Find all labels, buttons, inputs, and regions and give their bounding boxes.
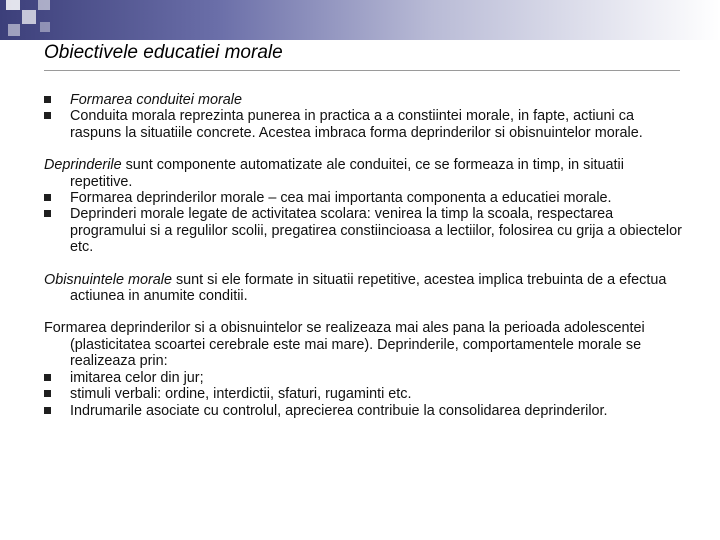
bullet-item xyxy=(44,386,684,402)
paragraph xyxy=(44,157,684,190)
bullet-text: imitarea celor din jur; xyxy=(70,369,204,386)
slide-content xyxy=(44,92,684,419)
bullet-text: Formarea conduitei morale xyxy=(70,92,242,108)
bullet-item xyxy=(44,370,684,386)
spacer xyxy=(44,256,684,272)
header-band xyxy=(0,0,720,40)
bullet-text: stimuli verbali: ordine, interdictii, sfaturi, rugaminti etc. xyxy=(70,386,412,403)
term: Deprinderile xyxy=(44,157,122,174)
paragraph-text: sunt componente automatizate ale conduitei, ce se formeaza in timp, in situatii repetitive. xyxy=(70,157,624,190)
bullet-text: Indrumarile asociate cu controlul, aprecierea contribuie la consolidarea deprinderilor. xyxy=(70,402,608,419)
bullet-item xyxy=(44,403,684,419)
spacer xyxy=(44,141,684,157)
slide-title: Obiectivele educatiei morale xyxy=(44,42,283,63)
bullet-text: Formarea deprinderilor morale – cea mai importanta componenta a educatiei morale. xyxy=(70,190,612,207)
bullet-item xyxy=(44,108,684,141)
decor-square xyxy=(38,0,50,10)
bullet-item xyxy=(44,190,684,206)
paragraph-text: sunt si ele formate in situatii repetitive, acestea implica trebuinta de a efectua actiunea in anumite conditii. xyxy=(70,271,667,305)
spacer xyxy=(44,304,684,320)
paragraph xyxy=(44,272,684,305)
term: Obisnuintele morale xyxy=(44,271,172,288)
bullet-item xyxy=(44,206,684,255)
bullet-item xyxy=(44,92,684,108)
bullet-text: Conduita morala reprezinta punerea in practica a a constiintei morale, in fapte, actiuni ca raspuns la situatiile concrete. Acestea imbraca forma deprinderilor si obisnuintelor morale. xyxy=(70,108,643,141)
decor-square xyxy=(6,0,20,10)
decor-square xyxy=(40,22,50,32)
corner-squares-icon xyxy=(0,0,60,40)
decor-square xyxy=(8,24,20,36)
decor-square xyxy=(22,10,36,24)
bullet-text: Deprinderi morale legate de activitatea scolara: venirea la timp la scoala, respectarea programului si a regulilor scolii, pregatirea constiincioasa a lectiilor, folosirea cu grija a obiectelor etc. xyxy=(70,206,682,256)
paragraph-text: Formarea deprinderilor si a obisnuintelor se realizeaza mai ales pana la perioada adolescentei (plasticitatea scoartei cerebrale este mai mare). Deprinderile, comportamentele morale se realizeaza prin: xyxy=(44,320,645,370)
paragraph xyxy=(44,320,684,369)
title-divider xyxy=(44,70,680,71)
